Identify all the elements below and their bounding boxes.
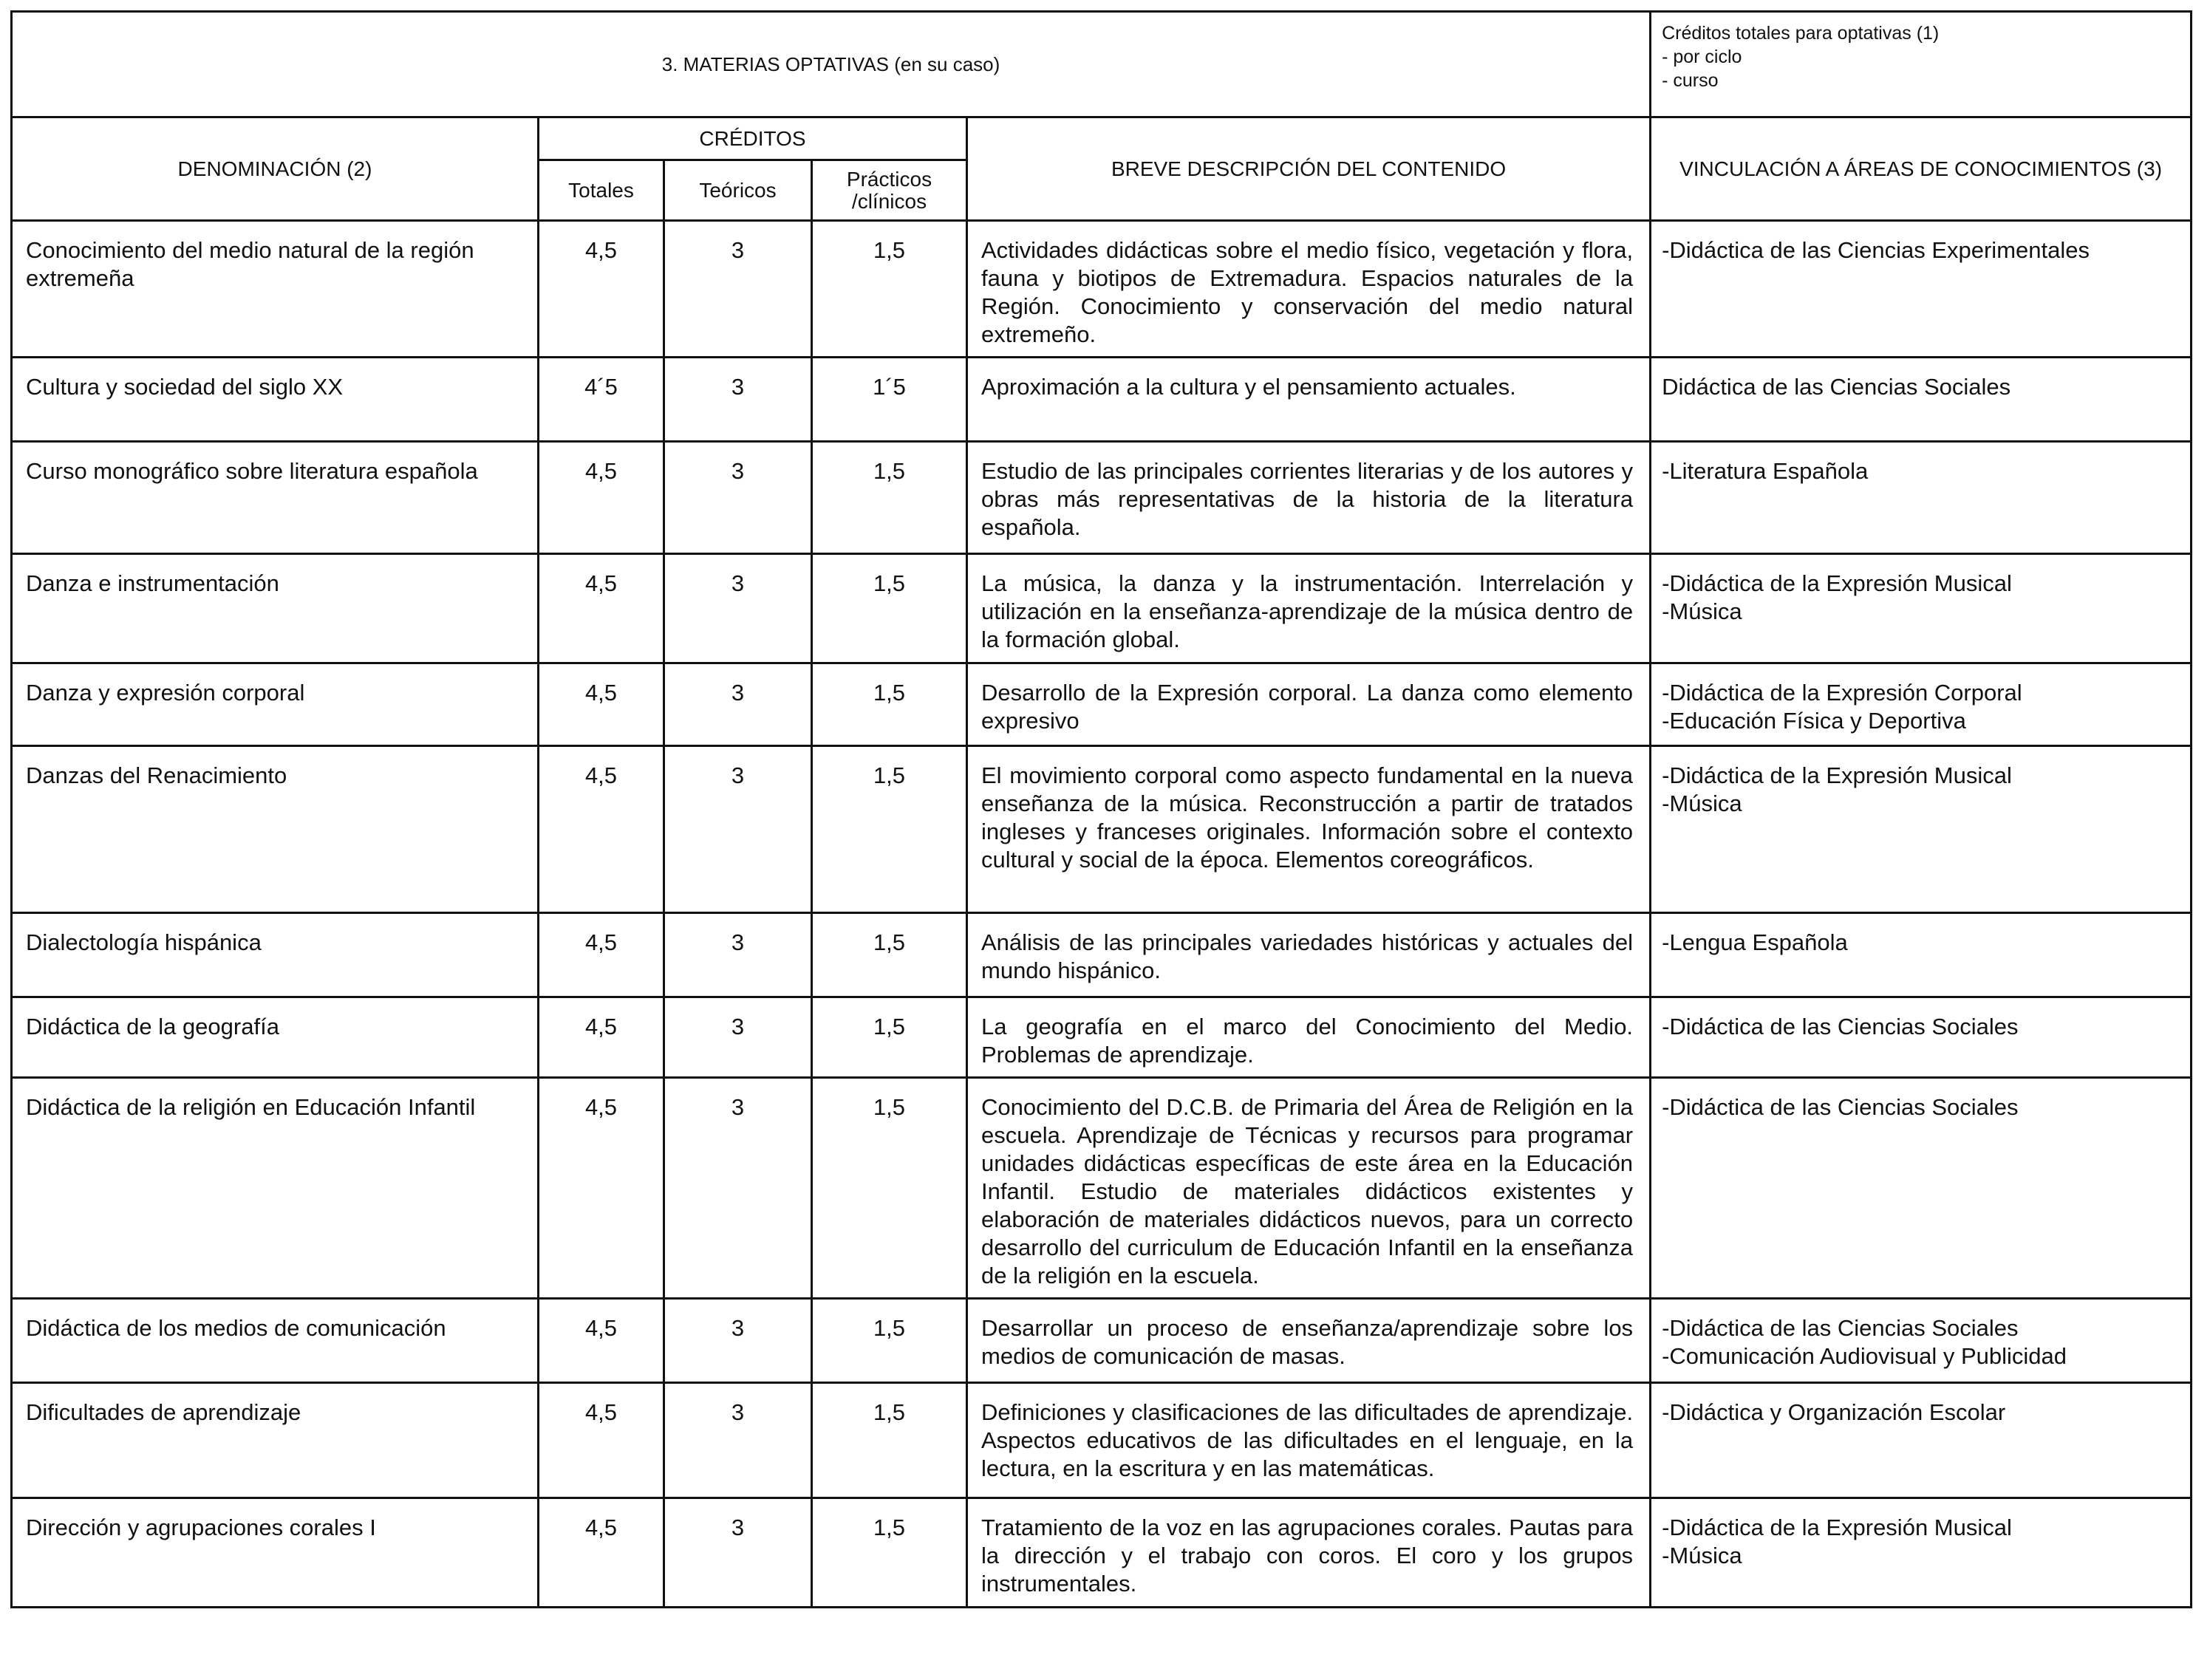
- col-header-practice-line2: /clínicos: [851, 189, 927, 213]
- knowledge-area-item: Didáctica de las Ciencias Sociales: [1662, 374, 2011, 400]
- credits-total: 4,5: [539, 1078, 664, 1299]
- total-credits-box: [1651, 12, 2192, 117]
- knowledge-areas: [1651, 358, 2192, 442]
- credits-practice: 1,5: [812, 554, 967, 663]
- knowledge-area-item: -Didáctica de las Ciencias Sociales: [1662, 1094, 2019, 1120]
- knowledge-area-item: -Didáctica de las Ciencias Experimentales: [1662, 237, 2090, 263]
- table-row: [12, 442, 2192, 554]
- credits-total: 4,5: [539, 442, 664, 554]
- table-row: [12, 1383, 2192, 1498]
- table-row: [12, 663, 2192, 746]
- credits-total: 4,5: [539, 221, 664, 358]
- col-header-practice: [812, 160, 967, 221]
- subject-name: Didáctica de la geografía: [12, 997, 539, 1078]
- credits-theory: 3: [664, 358, 812, 442]
- credits-theory: 3: [664, 663, 812, 746]
- subject-name: Danza e instrumentación: [12, 554, 539, 663]
- knowledge-areas: [1651, 554, 2192, 663]
- subject-name: Didáctica de los medios de comunicación: [12, 1299, 539, 1383]
- knowledge-areas: [1651, 663, 2192, 746]
- knowledge-area-item: -Didáctica de la Expresión Musical: [1662, 1515, 2012, 1540]
- knowledge-areas: [1651, 1383, 2192, 1498]
- table-row: [12, 554, 2192, 663]
- subject-name: Danza y expresión corporal: [12, 663, 539, 746]
- table-row: [12, 1299, 2192, 1383]
- knowledge-areas: [1651, 1498, 2192, 1608]
- col-header-totals: Totales: [539, 160, 664, 221]
- subject-description: Desarrollar un proceso de enseñanza/aprendizaje sobre los medios de comunicación de masas.: [967, 1299, 1651, 1383]
- knowledge-area-item: -Didáctica de las Ciencias Sociales: [1662, 1014, 2019, 1039]
- credits-practice: 1,5: [812, 997, 967, 1078]
- subject-name: Dirección y agrupaciones corales I: [12, 1498, 539, 1608]
- col-header-theory: Teóricos: [664, 160, 812, 221]
- subject-description: Desarrollo de la Expresión corporal. La danza como elemento expresivo: [967, 663, 1651, 746]
- knowledge-areas: [1651, 997, 2192, 1078]
- header-row-columns: [12, 117, 2192, 160]
- col-header-name: DENOMINACIÓN (2): [12, 117, 539, 221]
- header-row-title: [12, 12, 2192, 117]
- credits-theory: 3: [664, 746, 812, 913]
- credits-total: 4,5: [539, 1498, 664, 1608]
- table-row: [12, 1078, 2192, 1299]
- col-header-area: VINCULACIÓN A ÁREAS DE CONOCIMIENTOS (3): [1651, 117, 2192, 221]
- credits-theory: 3: [664, 1383, 812, 1498]
- subject-name: Conocimiento del medio natural de la región extremeña: [12, 221, 539, 358]
- subject-name: Danzas del Renacimiento: [12, 746, 539, 913]
- subject-description: Estudio de las principales corrientes literarias y de los autores y obras más representativas de la historia de la literatura española.: [967, 442, 1651, 554]
- knowledge-area-item: -Didáctica de la Expresión Corporal: [1662, 680, 2022, 706]
- credits-practice: 1,5: [812, 221, 967, 358]
- credits-total: 4,5: [539, 554, 664, 663]
- credits-total: 4,5: [539, 1383, 664, 1498]
- subject-name: Cultura y sociedad del siglo XX: [12, 358, 539, 442]
- optional-subjects-page: [10, 10, 2190, 1608]
- credits-total: 4,5: [539, 997, 664, 1078]
- total-credits-label: Créditos totales para optativas (1): [1662, 23, 1940, 44]
- credits-theory: 3: [664, 554, 812, 663]
- subject-description: Conocimiento del D.C.B. de Primaria del Área de Religión en la escuela. Aprendizaje de Técnicas y recursos para programar unidades didácticas específicas de este área en la Educación Infantil. Estudio de materiales didácticos existentes y elaboración de materiales didácticos nuevos, para un correcto desarrollo del curriculum de Educación Infantil en la enseñanza de la religión en la escuela.: [967, 1078, 1651, 1299]
- credits-practice: 1,5: [812, 442, 967, 554]
- subjects-body: [12, 221, 2192, 1608]
- knowledge-areas: [1651, 442, 2192, 554]
- subject-description: El movimiento corporal como aspecto fundamental en la nueva enseñanza de la música. Reconstrucción a partir de tratados ingleses y franceses originales. Información sobre el contexto cultural y social de la época. Elementos coreográficos.: [967, 746, 1651, 913]
- per-cycle-label: - por ciclo: [1662, 47, 1742, 67]
- course-label: - curso: [1662, 70, 1719, 91]
- col-header-practice-line1: Prácticos: [846, 167, 932, 191]
- col-header-credits: CRÉDITOS: [539, 117, 967, 160]
- col-header-description: BREVE DESCRIPCIÓN DEL CONTENIDO: [967, 117, 1651, 221]
- subject-description: La música, la danza y la instrumentación. Interrelación y utilización en la enseñanza-aprendizaje de la música dentro de la formación global.: [967, 554, 1651, 663]
- table-row: [12, 997, 2192, 1078]
- credits-practice: 1,5: [812, 746, 967, 913]
- credits-theory: 3: [664, 221, 812, 358]
- credits-theory: 3: [664, 997, 812, 1078]
- subject-description: Análisis de las principales variedades históricas y actuales del mundo hispánico.: [967, 913, 1651, 997]
- subject-description: Tratamiento de la voz en las agrupaciones corales. Pautas para la dirección y el trabajo con coros. El coro y los grupos instrumentales.: [967, 1498, 1651, 1608]
- subject-name: Didáctica de la religión en Educación Infantil: [12, 1078, 539, 1299]
- subject-name: Dialectología hispánica: [12, 913, 539, 997]
- optional-subjects-table: [10, 10, 2192, 1608]
- subject-description: Actividades didácticas sobre el medio físico, vegetación y flora, fauna y biotipos de Extremadura. Espacios naturales de la Región. Conocimiento y conservación del medio natural extremeño.: [967, 221, 1651, 358]
- subject-description: Aproximación a la cultura y el pensamiento actuales.: [967, 358, 1651, 442]
- table-row: [12, 913, 2192, 997]
- credits-total: 4´5: [539, 358, 664, 442]
- table-row: [12, 1498, 2192, 1608]
- knowledge-area-item: -Literatura Española: [1662, 458, 1869, 484]
- credits-practice: 1,5: [812, 913, 967, 997]
- knowledge-area-item: -Didáctica de las Ciencias Sociales: [1662, 1315, 2019, 1341]
- credits-total: 4,5: [539, 746, 664, 913]
- subject-name: Dificultades de aprendizaje: [12, 1383, 539, 1498]
- knowledge-area-item: -Música: [1662, 1543, 1742, 1568]
- knowledge-areas: [1651, 221, 2192, 358]
- credits-practice: 1,5: [812, 1078, 967, 1299]
- credits-total: 4,5: [539, 663, 664, 746]
- knowledge-area-item: -Música: [1662, 791, 1742, 816]
- credits-practice: 1,5: [812, 1299, 967, 1383]
- credits-practice: 1,5: [812, 663, 967, 746]
- credits-theory: 3: [664, 913, 812, 997]
- table-row: [12, 221, 2192, 358]
- knowledge-area-item: -Comunicación Audiovisual y Publicidad: [1662, 1343, 2067, 1369]
- knowledge-area-item: -Didáctica de la Expresión Musical: [1662, 762, 2012, 788]
- table-title: 3. MATERIAS OPTATIVAS (en su caso): [12, 12, 1651, 117]
- credits-total: 4,5: [539, 913, 664, 997]
- knowledge-area-item: -Didáctica de la Expresión Musical: [1662, 570, 2012, 596]
- knowledge-area-item: -Música: [1662, 598, 1742, 624]
- knowledge-area-item: -Didáctica y Organización Escolar: [1662, 1399, 2006, 1425]
- subject-name: Curso monográfico sobre literatura española: [12, 442, 539, 554]
- knowledge-area-item: -Lengua Española: [1662, 929, 1848, 955]
- credits-theory: 3: [664, 1498, 812, 1608]
- subject-description: La geografía en el marco del Conocimiento del Medio. Problemas de aprendizaje.: [967, 997, 1651, 1078]
- credits-practice: 1,5: [812, 1498, 967, 1608]
- knowledge-areas: [1651, 913, 2192, 997]
- table-row: [12, 746, 2192, 913]
- credits-total: 4,5: [539, 1299, 664, 1383]
- knowledge-areas: [1651, 1078, 2192, 1299]
- subject-description: Definiciones y clasificaciones de las dificultades de aprendizaje. Aspectos educativos de las dificultades en el lenguaje, en la lectura, en la escritura y en las matemáticas.: [967, 1383, 1651, 1498]
- table-row: [12, 358, 2192, 442]
- knowledge-areas: [1651, 746, 2192, 913]
- knowledge-area-item: -Educación Física y Deportiva: [1662, 708, 1966, 734]
- credits-practice: 1´5: [812, 358, 967, 442]
- credits-practice: 1,5: [812, 1383, 967, 1498]
- knowledge-areas: [1651, 1299, 2192, 1383]
- credits-theory: 3: [664, 1299, 812, 1383]
- credits-theory: 3: [664, 442, 812, 554]
- credits-theory: 3: [664, 1078, 812, 1299]
